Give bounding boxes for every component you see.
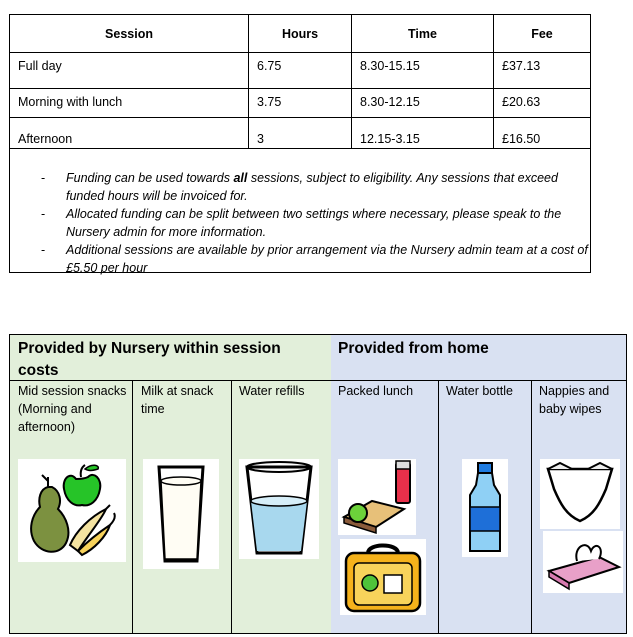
funding-notes bbox=[10, 150, 590, 277]
header-fee: Fee bbox=[531, 27, 553, 41]
item-label-water-bottle: Water bottle bbox=[446, 384, 513, 398]
item-label-water-refills: Water refills bbox=[239, 384, 305, 398]
session-hours: 3.75 bbox=[249, 89, 352, 117]
lunchbox-icon bbox=[340, 539, 426, 615]
note-split-funding: - Allocated funding can be split between two settings where necessary, please speak to the Nursery admin for more information. bbox=[41, 207, 562, 239]
item-label-packed-lunch: Packed lunch bbox=[338, 384, 414, 398]
session-fee: £20.63 bbox=[502, 95, 541, 109]
nursery-heading: Provided by Nursery within session costs bbox=[18, 340, 281, 379]
table-row bbox=[10, 118, 590, 149]
note-additional-sessions: - Additional sessions are available by prior arrangement via the Nursery admin team at a cost of £5.50 per hour bbox=[41, 243, 588, 275]
session-fee: £16.50 bbox=[502, 132, 541, 146]
session-time: 8.30-12.15 bbox=[352, 89, 494, 117]
session-name: Afternoon bbox=[10, 118, 249, 148]
session-time: 12.15-3.15 bbox=[352, 118, 494, 148]
table-row bbox=[10, 53, 590, 89]
header-session: Session bbox=[10, 15, 249, 52]
home-heading: Provided from home bbox=[338, 340, 489, 357]
item-label-milk: Milk at snack time bbox=[141, 384, 214, 416]
nappies-icon bbox=[540, 459, 620, 529]
session-fee: £37.13 bbox=[502, 59, 541, 73]
session-table bbox=[9, 14, 591, 273]
water-glass-icon bbox=[239, 459, 319, 559]
session-time: 8.30-15.15 bbox=[352, 53, 494, 88]
provision-table bbox=[9, 334, 627, 634]
note-funding-eligibility: - Funding can be used towards all sessions, subject to eligibility. Any sessions that exceed funded hours will be invoiced for. bbox=[41, 171, 558, 203]
fruit-icon bbox=[18, 459, 126, 562]
header-hours: Hours bbox=[249, 15, 352, 52]
water-bottle-icon bbox=[462, 459, 508, 557]
baby-wipes-icon bbox=[543, 531, 623, 593]
item-label-snacks: Mid session snacks (Morning and afternoon) bbox=[18, 384, 127, 434]
session-name: Morning with lunch bbox=[10, 89, 249, 117]
table-header-row bbox=[10, 15, 590, 53]
session-name: Full day bbox=[10, 53, 249, 88]
milk-glass-icon bbox=[143, 459, 219, 569]
packed-lunch-icon bbox=[338, 459, 416, 535]
session-hours: 3 bbox=[249, 118, 352, 148]
session-hours: 6.75 bbox=[249, 53, 352, 88]
item-label-nappies: Nappies and baby wipes bbox=[539, 384, 610, 416]
table-row bbox=[10, 89, 590, 118]
header-time: Time bbox=[352, 15, 494, 52]
